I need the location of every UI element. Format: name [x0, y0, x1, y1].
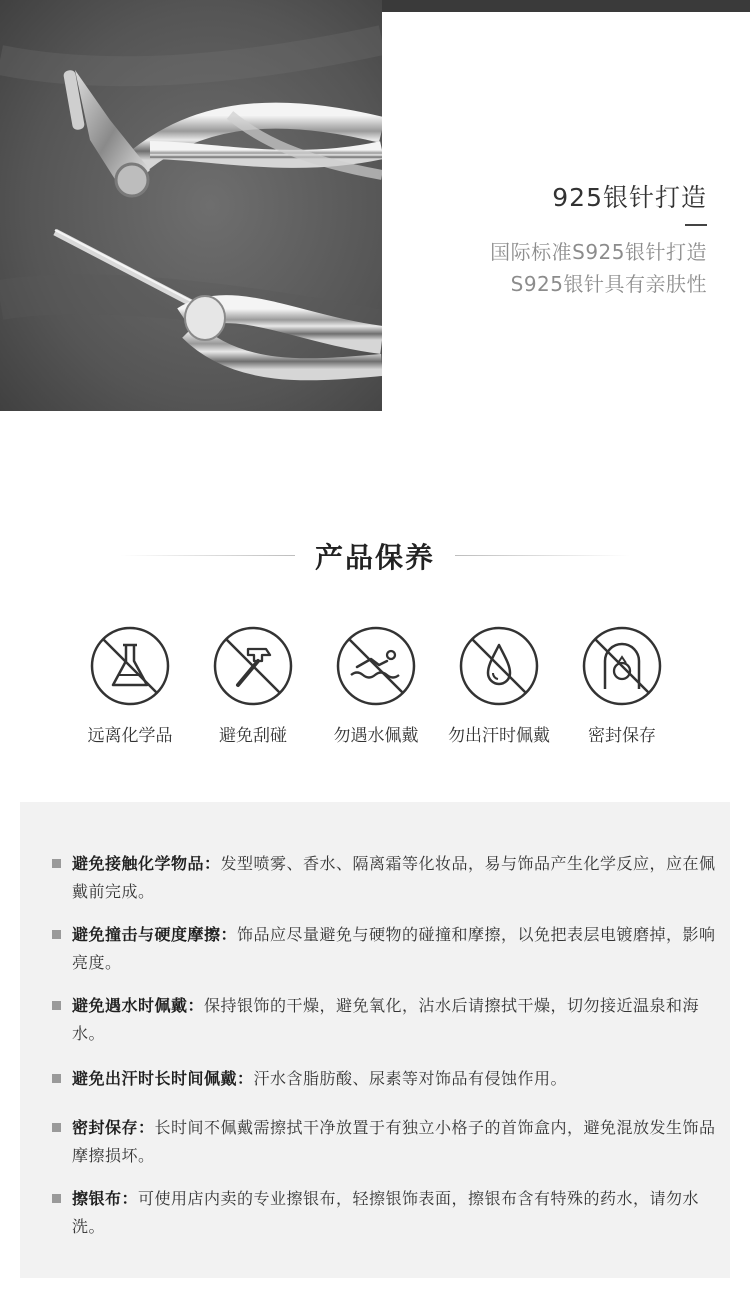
tip-item — [72, 992, 722, 1048]
tip-item — [72, 1185, 722, 1241]
no-chemicals-icon — [89, 625, 171, 707]
bullet-square — [52, 930, 61, 939]
tip-item — [72, 1114, 722, 1170]
tip-text: 长时间不佩戴需擦拭干净放置于有独立小格子的首饰盒内，避免混放发生饰品摩擦损坏。 — [72, 1118, 716, 1165]
bullet-square — [52, 1194, 61, 1203]
sealed-storage-icon — [581, 625, 663, 707]
top-dark-strip — [382, 0, 750, 12]
care-item-chemicals — [65, 625, 195, 746]
tip-text: 饰品应尽量避免与硬物的碰撞和摩擦，以免把表层电镀磨掉，影响亮度。 — [72, 925, 716, 972]
care-item-water — [311, 625, 441, 746]
care-label-storage: 密封保存 — [588, 726, 656, 746]
header-line-right — [455, 555, 630, 556]
feature-line-2: S925银针具有亲肤性 — [510, 272, 707, 296]
no-swimming-icon — [335, 625, 417, 707]
care-icons-row — [0, 625, 750, 755]
feature-block — [490, 178, 707, 300]
care-label-sweat: 勿出汗时佩戴 — [448, 726, 550, 746]
care-section-title: 产品保养 — [314, 541, 435, 574]
feature-line-1: 国际标准S925银针打造 — [490, 240, 707, 264]
bullet-square — [52, 1001, 61, 1010]
earring-closeup-photo — [0, 0, 382, 411]
care-item-storage — [557, 625, 687, 746]
tip-item — [72, 921, 722, 977]
tip-item — [72, 850, 722, 906]
tip-title: 密封保存： — [72, 1118, 155, 1137]
care-label-water: 勿遇水佩戴 — [333, 726, 419, 746]
tip-title: 避免遇水时佩戴： — [72, 996, 205, 1015]
tip-item — [72, 1065, 722, 1093]
tip-title: 避免接触化学物品： — [72, 854, 221, 873]
tip-title: 避免撞击与硬度摩擦： — [72, 925, 238, 944]
tip-text: 可使用店内卖的专业擦银布，轻擦银饰表面，擦银布含有特殊的药水，请勿水洗。 — [72, 1189, 700, 1236]
tip-title: 避免出汗时长时间佩戴： — [72, 1069, 254, 1088]
bullet-square — [52, 1123, 61, 1132]
care-label-hammer: 避免刮碰 — [219, 726, 287, 746]
feature-title: 925银针打造 — [552, 183, 707, 212]
tip-title: 擦银布： — [72, 1189, 139, 1208]
tip-text: 汗水含脂肪酸、尿素等对饰品有侵蚀作用。 — [253, 1069, 568, 1088]
bullet-square — [52, 859, 61, 868]
care-section-header — [0, 530, 750, 580]
no-sweat-icon — [458, 625, 540, 707]
care-item-sweat — [434, 625, 564, 746]
tip-text: 保持银饰的干燥，避免氧化，沾水后请擦拭干燥，切勿接近温泉和海水。 — [72, 996, 700, 1043]
no-hammer-icon — [212, 625, 294, 707]
tip-text: 发型喷雾、香水、隔离霜等化妆品，易与饰品产生化学反应，应在佩戴前完成。 — [72, 854, 716, 901]
care-label-chemicals: 远离化学品 — [87, 726, 173, 746]
bullet-square — [52, 1074, 61, 1083]
care-item-hammer — [188, 625, 318, 746]
care-tips-panel — [20, 802, 730, 1278]
feature-divider — [685, 224, 707, 226]
